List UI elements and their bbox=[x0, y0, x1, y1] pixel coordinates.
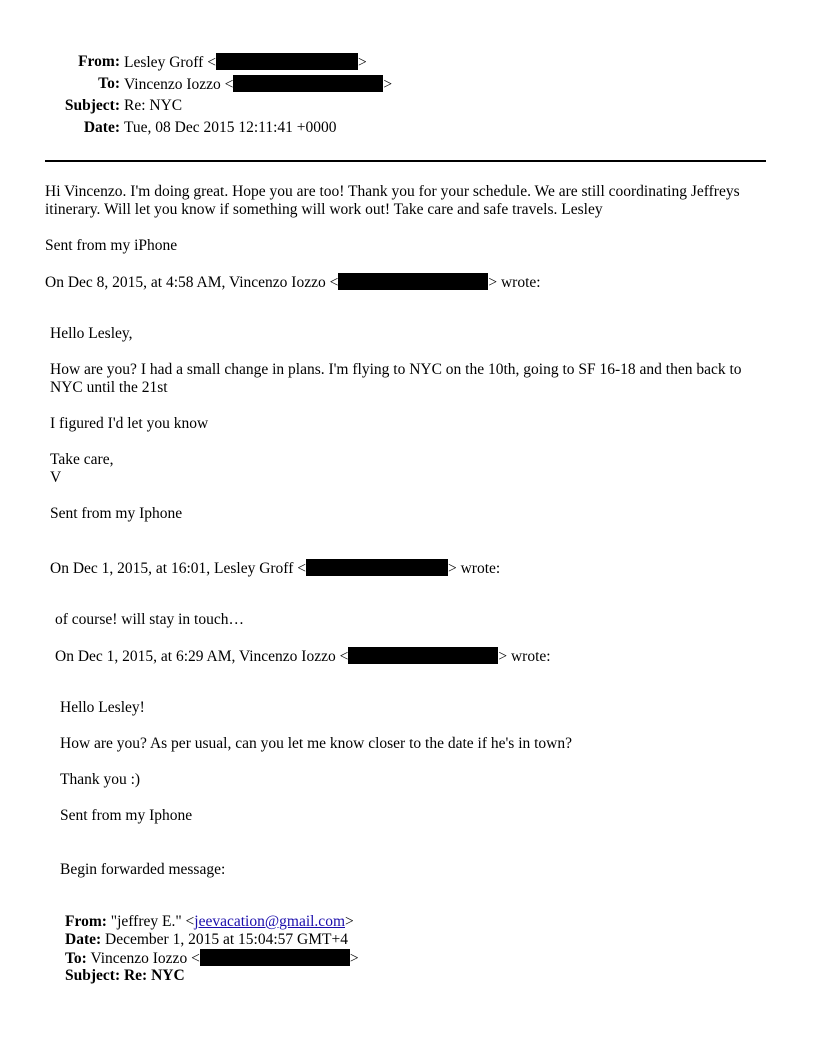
from-name: Lesley Groff bbox=[124, 54, 204, 71]
signature: Sent from my iPhone bbox=[45, 237, 178, 254]
fwd-to-close: > bbox=[349, 950, 359, 967]
header-divider bbox=[45, 160, 766, 162]
date-value: Tue, 08 Dec 2015 12:11:41 +0000 bbox=[124, 119, 337, 136]
fwd-from bbox=[65, 913, 354, 931]
forwarded-intro: Begin forwarded message: bbox=[60, 861, 226, 878]
message-text: of course! will stay in touch… bbox=[55, 611, 244, 628]
quote-prefix: On Dec 8, 2015, at 4:58 AM, Vincenzo Iozzo < bbox=[45, 274, 339, 291]
quote-prefix: On Dec 1, 2015, at 6:29 AM, Vincenzo Iozzo < bbox=[55, 648, 349, 665]
date-label: Date: bbox=[83, 119, 120, 136]
fwd-to-name: Vincenzo Iozzo < bbox=[90, 950, 200, 967]
to-label: To: bbox=[98, 75, 120, 92]
subject-value: Re: NYC bbox=[124, 97, 183, 114]
reply-text: Hi Vincenzo. I'm doing great. Hope you are too! Thank you for your schedule. We are still coordinating Jeffreys itinerary. Will let you know if something will work out! Take care and safe travels. Lesley bbox=[45, 183, 740, 218]
quote-header-3 bbox=[55, 647, 551, 666]
fwd-subject bbox=[65, 967, 185, 985]
redacted-email bbox=[233, 75, 383, 92]
message-text: I figured I'd let you know bbox=[50, 415, 209, 432]
subject-label: Subject: bbox=[64, 97, 120, 114]
fwd-date-value: December 1, 2015 at 15:04:57 GMT+4 bbox=[105, 931, 348, 948]
quote-suffix: > wrote: bbox=[498, 648, 551, 665]
quote-suffix: > wrote: bbox=[488, 274, 541, 291]
quote-prefix: On Dec 1, 2015, at 16:01, Lesley Groff < bbox=[50, 560, 306, 577]
message-text: Thank you :) bbox=[60, 771, 141, 788]
redacted-email bbox=[348, 647, 498, 664]
from-label: From: bbox=[78, 53, 120, 70]
quote-header-2 bbox=[50, 559, 500, 578]
closing: Take care, bbox=[50, 451, 114, 468]
fwd-from-label: From: bbox=[65, 913, 107, 930]
signature: Sent from my Iphone bbox=[50, 505, 183, 522]
fwd-date bbox=[65, 931, 348, 949]
fwd-date-label: Date: bbox=[65, 931, 102, 948]
quote-suffix: > wrote: bbox=[447, 560, 501, 577]
fwd-from-email-link[interactable]: jeevacation@gmail.com bbox=[194, 913, 345, 930]
redacted-email bbox=[338, 273, 488, 290]
closing-initial: V bbox=[50, 469, 62, 486]
signature: Sent from my Iphone bbox=[60, 807, 193, 824]
to-name: Vincenzo Iozzo bbox=[124, 76, 221, 93]
fwd-from-name: "jeffrey E." < bbox=[110, 913, 195, 930]
fwd-subject-value: Re: NYC bbox=[123, 967, 185, 984]
redacted-email bbox=[216, 53, 358, 70]
fwd-to-label: To: bbox=[65, 950, 87, 967]
greeting: Hello Lesley! bbox=[60, 699, 145, 716]
redacted-email bbox=[200, 949, 350, 966]
greeting: Hello Lesley, bbox=[50, 325, 133, 342]
fwd-subject-label: Subject: bbox=[65, 967, 121, 984]
redacted-email bbox=[306, 559, 448, 576]
fwd-to bbox=[65, 949, 359, 968]
quote-header-1 bbox=[45, 273, 541, 292]
fwd-from-close: > bbox=[345, 913, 354, 930]
message-text: How are you? As per usual, can you let me know closer to the date if he's in town? bbox=[60, 735, 572, 752]
message-text: How are you? I had a small change in plans. I'm flying to NYC on the 10th, going to SF 16-18 and then back to NYC until the 21st bbox=[50, 361, 742, 396]
